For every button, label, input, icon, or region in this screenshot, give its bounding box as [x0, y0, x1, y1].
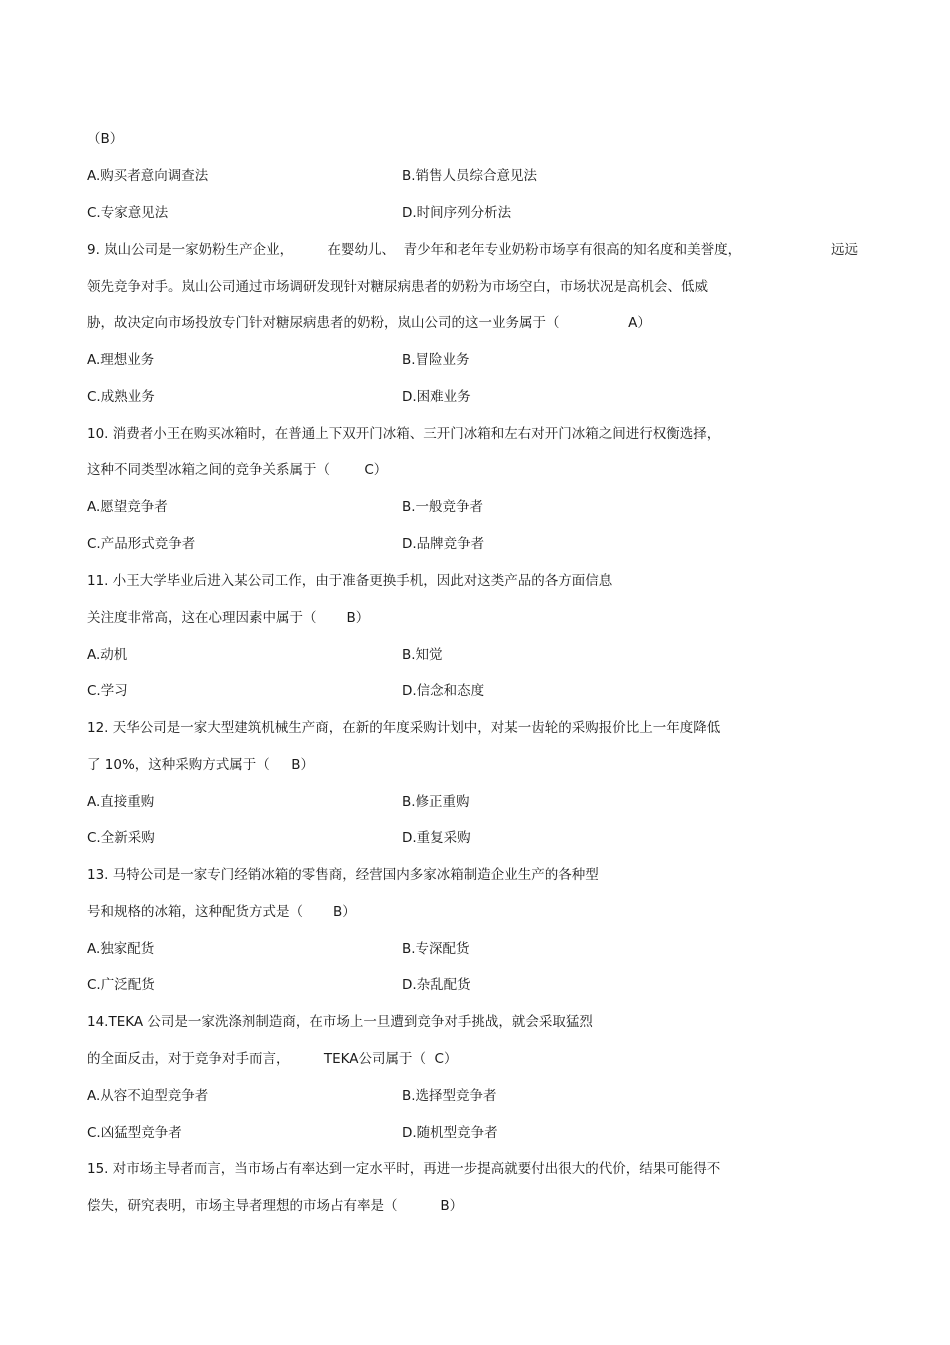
q9-stem-line1-tail: 远远 [831, 242, 858, 258]
q10-stem-line1: 10. 消费者小王在购买冰箱时，在普通上下双开门冰箱、三开门冰箱和左右对开门冰箱之间进行权衡选择， [87, 426, 721, 442]
q11-option-d: D.信念和态度 [402, 683, 485, 699]
q12-stem-line2: 了 10%，这种采购方式属于（ B） [87, 757, 315, 773]
q15-stem-line2: 偿失，研究表明，市场主导者理想的市场占有率是（ B） [87, 1198, 464, 1214]
q9-stem-line2: 领先竞争对手。岚山公司通过市场调研发现针对糖尿病患者的奶粉为市场空白，市场状况是高机会、低威 [87, 279, 708, 295]
q8-option-d: D.时间序列分析法 [402, 205, 512, 221]
q14-option-d: D.随机型竞争者 [402, 1125, 498, 1141]
q13-option-c: C.广泛配货 [87, 977, 155, 993]
q11-option-b: B.知觉 [402, 647, 443, 663]
q12-stem-line1: 12. 天华公司是一家大型建筑机械生产商，在新的年度采购计划中，对某一齿轮的采购报价比上一年度降低 [87, 720, 721, 736]
q11-stem-line2: 关注度非常高，这在心理因素中属于（ B） [87, 610, 370, 626]
previous-answer: （B） [87, 131, 124, 147]
q12-option-b: B.修正重购 [402, 794, 470, 810]
q8-option-a: A.购买者意向调查法 [87, 168, 209, 184]
q9-stem-line3: 胁，故决定向市场投放专门针对糖尿病患者的奶粉，岚山公司的这一业务属于（ A） [87, 315, 651, 331]
q14-option-c: C.凶猛型竞争者 [87, 1125, 182, 1141]
q8-option-c: C.专家意见法 [87, 205, 169, 221]
q14-option-b: B.选择型竞争者 [402, 1088, 497, 1104]
q15-stem-line1: 15. 对市场主导者而言，当市场占有率达到一定水平时，再进一步提高就要付出很大的代价，结果可能得不 [87, 1161, 721, 1177]
q10-option-a: A.愿望竞争者 [87, 499, 168, 515]
q9-option-b: B.冒险业务 [402, 352, 470, 368]
q14-option-a: A.从容不迫型竞争者 [87, 1088, 209, 1104]
q13-option-b: B.专深配货 [402, 941, 470, 957]
q9-stem-line1: 9. 岚山公司是一家奶粉生产企业， 在婴幼儿、 青少年和老年专业奶粉市场享有很高的知名度和美誉度， [87, 242, 742, 258]
q10-option-d: D.品牌竞争者 [402, 536, 485, 552]
q9-option-c: C.成熟业务 [87, 389, 155, 405]
q8-option-b: B.销售人员综合意见法 [402, 168, 538, 184]
q14-stem-line1: 14.TEKA 公司是一家洗涤剂制造商，在市场上一旦遭到竞争对手挑战，就会采取猛烈 [87, 1014, 593, 1030]
q9-option-d: D.困难业务 [402, 389, 471, 405]
q12-option-a: A.直接重购 [87, 794, 155, 810]
q14-stem-line2: 的全面反击，对于竞争对手而言， TEKA公司属于（ C） [87, 1051, 458, 1067]
q13-option-a: A.独家配货 [87, 941, 155, 957]
q10-option-c: C.产品形式竞争者 [87, 536, 196, 552]
q11-stem-line1: 11. 小王大学毕业后进入某公司工作，由于准备更换手机，因此对这类产品的各方面信息 [87, 573, 613, 589]
q13-stem-line1: 13. 马特公司是一家专门经销冰箱的零售商，经营国内多家冰箱制造企业生产的各种型 [87, 867, 599, 883]
q13-stem-line2: 号和规格的冰箱，这种配货方式是（ B） [87, 904, 356, 920]
q13-option-d: D.杂乱配货 [402, 977, 471, 993]
q11-option-c: C.学习 [87, 683, 128, 699]
q12-option-d: D.重复采购 [402, 830, 471, 846]
q10-option-b: B.一般竞争者 [402, 499, 484, 515]
q9-option-a: A.理想业务 [87, 352, 155, 368]
q11-option-a: A.动机 [87, 647, 128, 663]
q10-stem-line2: 这种不同类型冰箱之间的竞争关系属于（ C） [87, 462, 388, 478]
q12-option-c: C.全新采购 [87, 830, 155, 846]
